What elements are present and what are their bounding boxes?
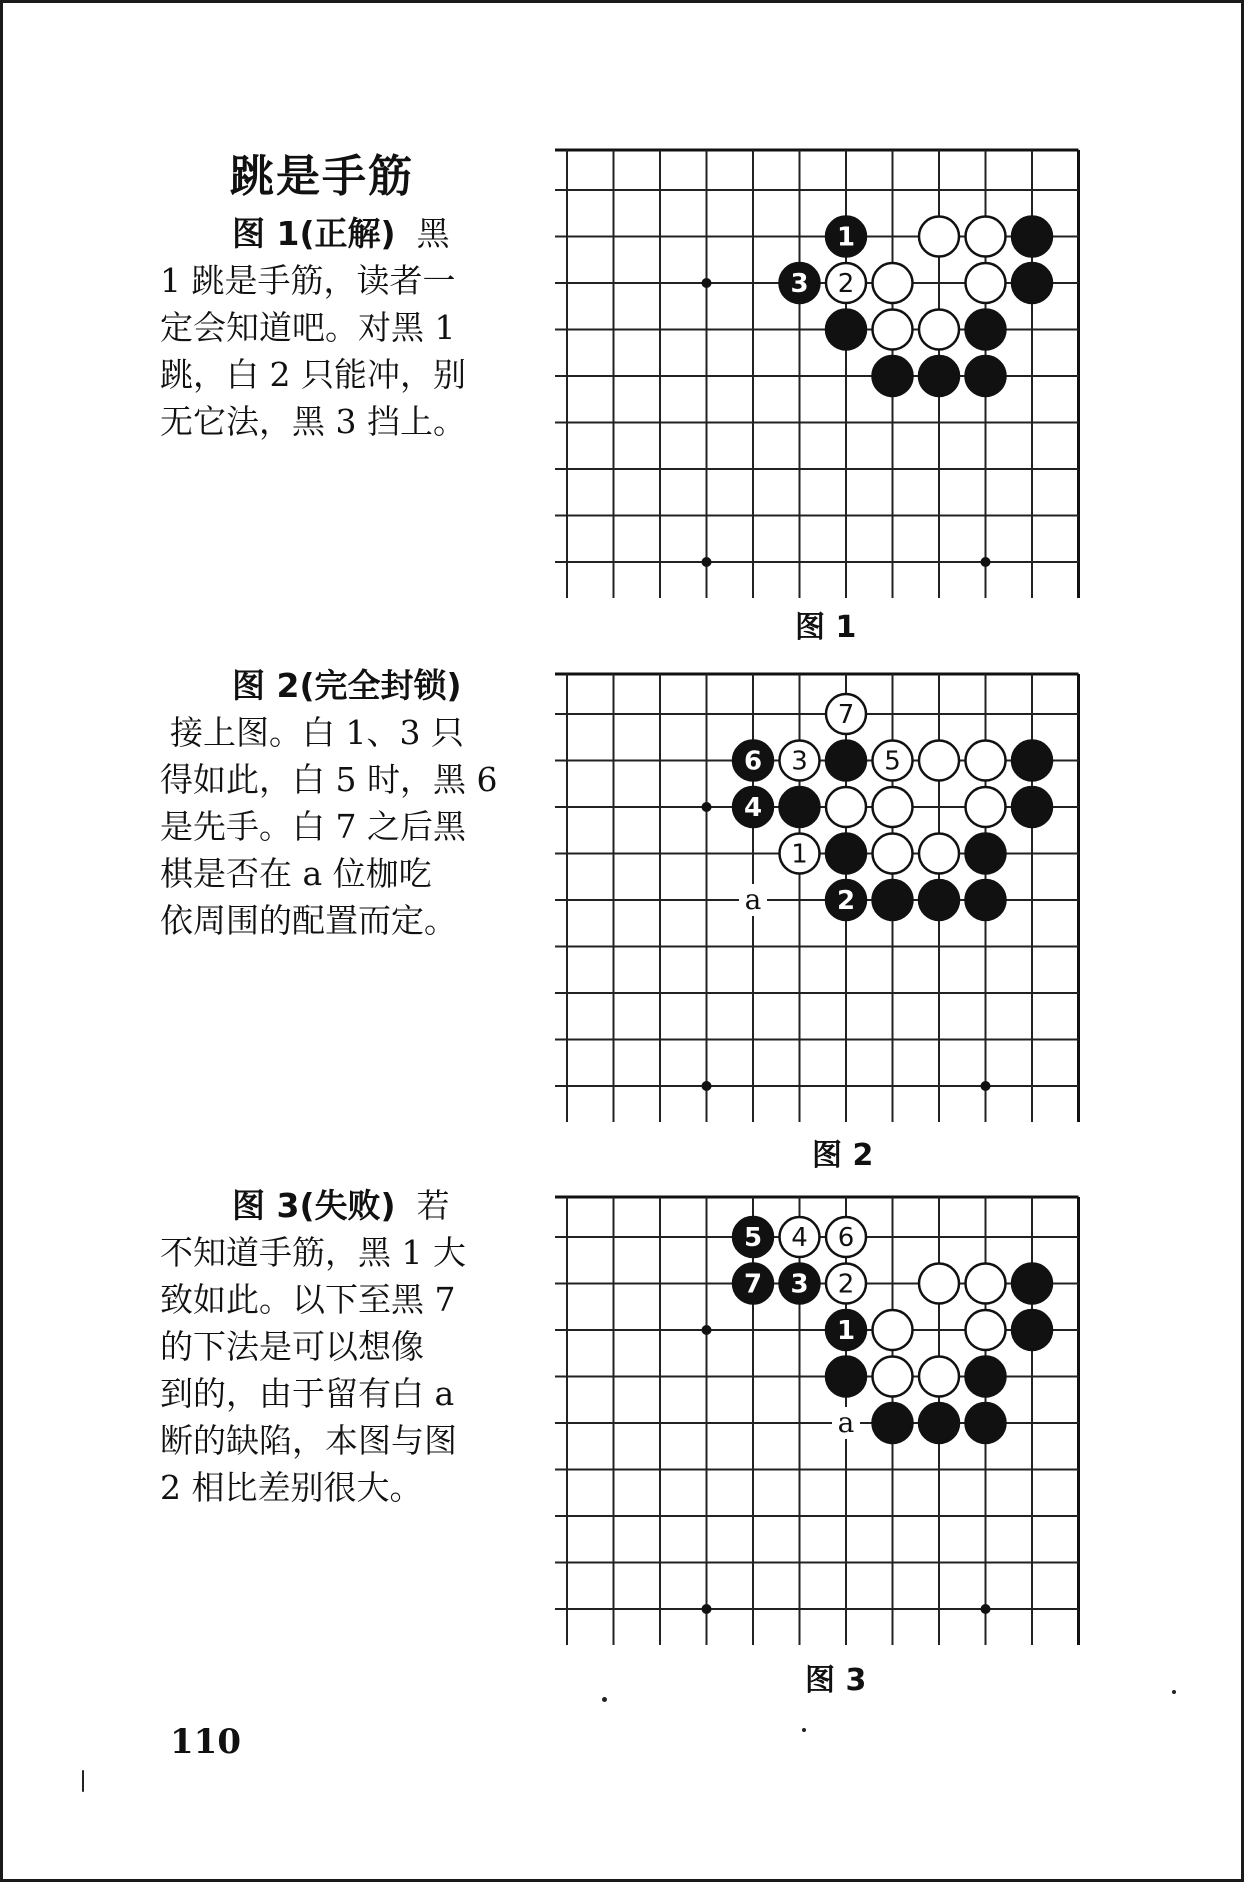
white-stone	[919, 310, 959, 350]
diagram-3-caption: 图 3	[805, 1663, 867, 1698]
move-number: 1	[836, 222, 856, 253]
section-2-heading: 图 2(完全封锁)	[232, 666, 462, 705]
section-3-line: 不知道手筋，黑 1 大	[160, 1233, 466, 1272]
move-number: 2	[836, 886, 856, 916]
section-1-line: 黑	[416, 214, 450, 253]
black-stone	[966, 1403, 1006, 1443]
section-2-line: 是先手。白 7 之后黑	[160, 807, 466, 846]
black-stone	[873, 1403, 913, 1443]
move-number: 4	[791, 1223, 808, 1253]
star-point	[702, 557, 712, 567]
section-2-line: 接上图。白 1、3 只	[170, 713, 464, 752]
white-stone	[873, 1357, 913, 1397]
section-1-line: 跳，白 2 只能冲，别	[160, 355, 466, 394]
white-stone	[966, 1264, 1006, 1304]
black-stone	[966, 356, 1006, 396]
white-stone	[873, 1310, 913, 1350]
section-3-line: 到的，由于留有白 a	[160, 1374, 455, 1413]
page-number: 110	[170, 1722, 241, 1762]
section-3-line: 的下法是可以想像	[160, 1327, 424, 1366]
black-stone	[873, 880, 913, 920]
scan-speck	[1172, 1690, 1176, 1694]
white-stone	[919, 217, 959, 257]
white-stone	[873, 787, 913, 827]
star-point	[981, 557, 991, 567]
diagram-2-caption: 图 2	[812, 1138, 874, 1173]
go-diagram-1	[545, 148, 1145, 598]
section-3-line: 致如此。以下至黑 7	[160, 1280, 456, 1319]
white-stone	[919, 834, 959, 874]
move-number: 5	[743, 1223, 763, 1253]
star-point	[702, 802, 712, 812]
move-number: 7	[837, 700, 855, 730]
section-3-heading: 图 3(失败)	[232, 1186, 396, 1225]
go-diagram-2	[545, 672, 1145, 1122]
move-number: 6	[743, 746, 763, 777]
star-point	[702, 1604, 712, 1614]
white-stone	[873, 263, 913, 303]
move-number: 3	[791, 746, 808, 777]
move-number: 5	[884, 746, 901, 777]
section-3-line: 2 相比差别很大。	[160, 1468, 423, 1507]
section-1-text	[160, 210, 500, 445]
black-stone	[966, 880, 1006, 920]
section-2-text	[160, 662, 500, 944]
white-stone	[919, 741, 959, 781]
section-1-line: 定会知道吧。对黑 1	[160, 308, 456, 347]
white-stone	[826, 787, 866, 827]
black-stone	[919, 880, 959, 920]
section-1-line: 1 跳是手筋，读者一	[160, 261, 456, 300]
black-stone	[1012, 1264, 1052, 1304]
black-stone	[1012, 787, 1052, 827]
black-stone	[966, 310, 1006, 350]
white-stone	[873, 310, 913, 350]
move-number: 6	[837, 1223, 855, 1253]
white-stone	[966, 217, 1006, 257]
white-stone	[919, 1264, 959, 1304]
move-number: 1	[836, 1316, 856, 1346]
section-2-line: 依周围的配置而定。	[160, 901, 457, 940]
star-point	[702, 1325, 712, 1335]
move-number: 1	[791, 839, 808, 870]
black-stone	[1012, 1310, 1052, 1350]
black-stone	[966, 834, 1006, 874]
section-1-line: 无它法，黑 3 挡上。	[160, 402, 466, 441]
position-letter: a	[837, 1406, 855, 1439]
black-stone	[1012, 741, 1052, 781]
black-stone	[780, 787, 820, 827]
section-2-line: 得如此，白 5 时，黑 6	[160, 760, 498, 799]
section-3-line: 断的缺陷，本图与图	[160, 1421, 457, 1460]
black-stone	[919, 1403, 959, 1443]
move-number: 2	[837, 1269, 855, 1300]
go-diagram-3	[545, 1195, 1145, 1645]
scan-speck	[602, 1697, 607, 1702]
move-number: 7	[743, 1269, 763, 1300]
black-stone	[873, 356, 913, 396]
section-2-line: 棋是否在 a 位枷吃	[160, 854, 432, 893]
white-stone	[966, 787, 1006, 827]
move-number: 2	[837, 269, 855, 299]
star-point	[981, 1081, 991, 1091]
white-stone	[966, 741, 1006, 781]
black-stone	[826, 1357, 866, 1397]
black-stone	[1012, 263, 1052, 303]
page-title: 跳是手筋	[230, 151, 414, 202]
black-stone	[826, 310, 866, 350]
scan-speck	[82, 1770, 84, 1792]
move-number: 3	[790, 1269, 809, 1300]
position-letter: a	[744, 883, 762, 916]
move-number: 4	[743, 793, 763, 823]
diagram-1-caption: 图 1	[795, 610, 857, 645]
black-stone	[826, 834, 866, 874]
black-stone	[1012, 217, 1052, 257]
white-stone	[966, 263, 1006, 303]
section-3-text	[160, 1182, 500, 1511]
star-point	[702, 278, 712, 288]
white-stone	[966, 1310, 1006, 1350]
black-stone	[826, 741, 866, 781]
black-stone	[919, 356, 959, 396]
white-stone	[873, 834, 913, 874]
section-1-heading: 图 1(正解)	[232, 214, 396, 253]
star-point	[981, 1604, 991, 1614]
move-number: 3	[790, 269, 809, 299]
section-3-line: 若	[416, 1186, 450, 1225]
white-stone	[919, 1357, 959, 1397]
star-point	[702, 1081, 712, 1091]
scan-speck	[802, 1728, 806, 1732]
black-stone	[966, 1357, 1006, 1397]
